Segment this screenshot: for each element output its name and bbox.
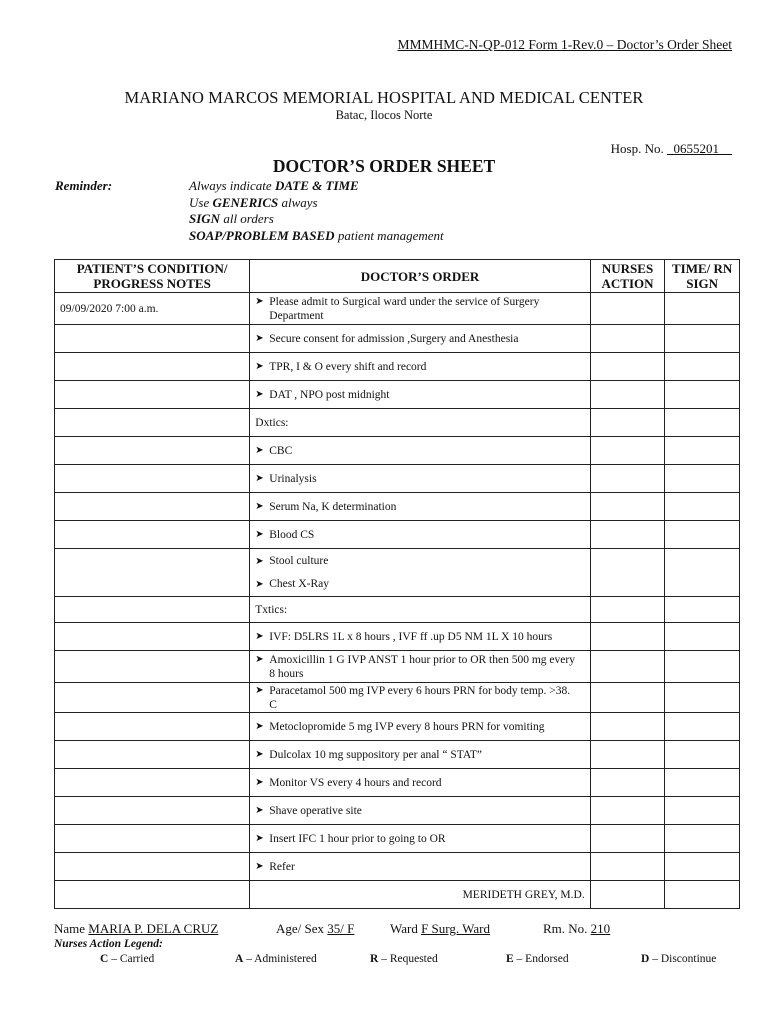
order-text: Paracetamol 500 mg IVP every 6 hours PRN for body temp. >38. C xyxy=(269,684,571,711)
legend-text: – Carried xyxy=(108,953,155,965)
order-text: DAT , NPO post midnight xyxy=(269,388,390,401)
reminder-text-2c: always xyxy=(278,194,318,210)
order-text: Amoxicillin 1 G IVP ANST 1 hour prior to OR then 500 mg every 8 hours xyxy=(269,653,575,680)
rn-sign-cell xyxy=(665,325,740,353)
arrow-bullet-icon: ➤ xyxy=(255,360,264,372)
order-cell xyxy=(250,353,590,381)
order-text: IVF: D5LRS 1L x 8 hours , IVF ff .up D5 NM 1L X 10 hours xyxy=(269,630,553,643)
hosp-no-label: Hosp. No. xyxy=(610,141,664,156)
arrow-bullet-icon: ➤ xyxy=(255,684,264,696)
nurses-action-cell xyxy=(590,623,665,651)
rn-sign-cell xyxy=(665,741,740,769)
arrow-bullet-icon: ➤ xyxy=(255,720,264,732)
form-code: MMMHMC-N-QP-012 Form 1-Rev.0 – Doctor’s Order Sheet xyxy=(397,37,732,52)
hosp-no-value: _0655201__ xyxy=(667,141,732,156)
order-text: Urinalysis xyxy=(269,472,317,485)
notes-cell xyxy=(55,465,250,493)
rn-sign-cell xyxy=(665,293,740,325)
date-time-cell: 09/09/2020 7:00 a.m. xyxy=(55,293,250,325)
patient-room xyxy=(543,921,610,937)
arrow-bullet-icon: ➤ xyxy=(255,332,264,344)
order-text: TPR, I & O every shift and record xyxy=(269,360,427,373)
nurses-action-cell xyxy=(590,769,665,797)
section-label: Txtics: xyxy=(255,603,288,616)
notes-cell xyxy=(55,853,250,881)
header-nurses-action: NURSES ACTION xyxy=(590,260,665,293)
nurses-action-cell xyxy=(590,713,665,741)
table-row xyxy=(55,683,740,713)
hospital-location: Batac, Ilocos Norte xyxy=(335,108,433,122)
rn-sign-cell xyxy=(665,623,740,651)
notes-cell xyxy=(55,881,250,909)
order-cell xyxy=(250,381,590,409)
arrow-bullet-icon: ➤ xyxy=(255,295,264,307)
order-text: Stool culture xyxy=(269,554,329,567)
table-row xyxy=(55,381,740,409)
rn-sign-cell xyxy=(665,437,740,465)
age-sex-value: 35/ F xyxy=(327,921,355,936)
nurses-action-cell xyxy=(590,437,665,465)
notes-cell xyxy=(55,623,250,651)
order-cell xyxy=(250,741,590,769)
order-cell xyxy=(250,769,590,797)
rn-sign-cell xyxy=(665,597,740,623)
rn-sign-cell xyxy=(665,353,740,381)
legend-text: – Requested xyxy=(378,953,438,965)
rn-sign-cell xyxy=(665,493,740,521)
notes-cell xyxy=(55,769,250,797)
notes-cell xyxy=(55,597,250,623)
table-row xyxy=(55,493,740,521)
patient-name-label: Name xyxy=(54,921,89,936)
table-row xyxy=(55,651,740,683)
order-text: Monitor VS every 4 hours and record xyxy=(269,776,442,789)
table-row xyxy=(55,623,740,651)
ward-value: F Surg. Ward xyxy=(421,921,490,936)
notes-cell xyxy=(55,381,250,409)
arrow-bullet-icon: ➤ xyxy=(255,388,264,400)
notes-cell xyxy=(55,353,250,381)
patient-name xyxy=(54,921,218,937)
arrow-bullet-icon: ➤ xyxy=(255,555,264,567)
rn-sign-cell xyxy=(665,797,740,825)
order-cell xyxy=(250,325,590,353)
order-cell xyxy=(250,521,590,549)
room-value: 210 xyxy=(590,921,611,936)
doctor-signature: MERIDETH GREY, M.D. xyxy=(250,881,590,909)
arrow-bullet-icon: ➤ xyxy=(255,653,264,665)
arrow-bullet-icon: ➤ xyxy=(255,748,264,760)
table-row xyxy=(55,465,740,493)
table-row xyxy=(55,521,740,549)
notes-cell xyxy=(55,521,250,549)
arrow-bullet-icon: ➤ xyxy=(255,500,264,512)
nurses-action-cell xyxy=(590,409,665,437)
header-patient-condition: PATIENT’S CONDITION/ PROGRESS NOTES xyxy=(55,260,250,293)
notes-cell xyxy=(55,825,250,853)
arrow-bullet-icon: ➤ xyxy=(255,832,264,844)
age-sex-label: Age/ Sex xyxy=(276,921,328,936)
table-row xyxy=(55,881,740,909)
hospital-name: MARIANO MARCOS MEMORIAL HOSPITAL AND MEDICAL CENTER xyxy=(124,88,644,107)
nurses-action-cell xyxy=(590,293,665,325)
reminder-text-3a: SIGN xyxy=(189,211,221,226)
table-row xyxy=(55,741,740,769)
arrow-bullet-icon: ➤ xyxy=(255,472,264,484)
legend-item-administered xyxy=(235,953,317,965)
rn-sign-cell xyxy=(665,713,740,741)
patient-age-sex xyxy=(276,921,354,937)
notes-cell xyxy=(55,493,250,521)
order-text: Shave operative site xyxy=(269,804,362,817)
order-cell xyxy=(250,437,590,465)
order-cell xyxy=(250,465,590,493)
nurses-action-cell xyxy=(590,683,665,713)
rn-sign-cell xyxy=(665,381,740,409)
notes-cell xyxy=(55,741,250,769)
notes-cell xyxy=(55,797,250,825)
order-cell xyxy=(250,293,590,325)
nurses-action-cell xyxy=(590,493,665,521)
rn-sign-cell xyxy=(665,881,740,909)
header-doctors-order: DOCTOR’S ORDER xyxy=(250,260,590,293)
nurses-action-cell xyxy=(590,797,665,825)
arrow-bullet-icon: ➤ xyxy=(255,444,264,456)
hospital-number xyxy=(611,141,732,157)
reminder-text xyxy=(189,178,444,244)
table-row xyxy=(55,825,740,853)
arrow-bullet-icon: ➤ xyxy=(255,630,264,642)
table-row xyxy=(55,549,740,597)
table-row xyxy=(55,293,740,325)
reminder-text-4a: SOAP/PROBLEM BASED xyxy=(189,227,335,243)
reminder-label: Reminder: xyxy=(55,178,113,193)
reminder-text-1a: Always indicate xyxy=(189,178,275,193)
section-label: Dxtics: xyxy=(255,416,289,429)
legend-text: – Discontinue xyxy=(649,953,717,965)
notes-cell xyxy=(55,651,250,683)
nurses-action-cell xyxy=(590,465,665,493)
legend-title: Nurses Action Legend: xyxy=(54,938,163,950)
nurses-action-cell xyxy=(590,597,665,623)
legend-code: R xyxy=(370,953,379,965)
rn-sign-cell xyxy=(665,651,740,683)
reminder-text-3b: all orders xyxy=(220,211,274,226)
legend-item-requested xyxy=(370,953,438,965)
rn-sign-cell xyxy=(665,683,740,713)
notes-cell xyxy=(55,683,250,713)
rn-sign-cell xyxy=(665,521,740,549)
legend-item-carried xyxy=(100,953,154,965)
table-row xyxy=(55,597,740,623)
notes-cell xyxy=(55,325,250,353)
arrow-bullet-icon: ➤ xyxy=(255,804,264,816)
rn-sign-cell xyxy=(665,409,740,437)
legend-code: A xyxy=(235,953,244,965)
reminder-text-1b: DATE & TIME xyxy=(274,178,359,193)
rn-sign-cell xyxy=(665,825,740,853)
nurses-action-cell xyxy=(590,881,665,909)
legend-text: – Administered xyxy=(243,953,317,965)
order-cell xyxy=(250,597,590,623)
header-time-rn-sign: TIME/ RN SIGN xyxy=(665,260,740,293)
table-row xyxy=(55,797,740,825)
order-text: Chest X-Ray xyxy=(269,577,329,590)
orders-table xyxy=(54,259,740,909)
nurses-action-cell xyxy=(590,381,665,409)
nurses-action-cell xyxy=(590,853,665,881)
rn-sign-cell xyxy=(665,465,740,493)
order-text: Please admit to Surgical ward under the service of Surgery Department xyxy=(269,295,540,322)
rn-sign-cell xyxy=(665,853,740,881)
table-row xyxy=(55,713,740,741)
order-text: CBC xyxy=(269,444,293,457)
rn-sign-cell xyxy=(665,549,740,597)
order-cell xyxy=(250,493,590,521)
ward-label: Ward xyxy=(390,921,422,936)
patient-name-value: MARIA P. DELA CRUZ xyxy=(88,921,219,936)
nurses-action-cell xyxy=(590,651,665,683)
nurses-action-cell xyxy=(590,825,665,853)
arrow-bullet-icon: ➤ xyxy=(255,860,264,872)
order-cell xyxy=(250,623,590,651)
nurses-action-cell xyxy=(590,325,665,353)
table-row xyxy=(55,353,740,381)
nurses-action-cell xyxy=(590,741,665,769)
legend-item-discontinue xyxy=(641,953,716,965)
room-label: Rm. No. xyxy=(543,921,591,936)
reminder-text-2a: Use xyxy=(189,194,213,210)
order-cell xyxy=(250,825,590,853)
order-cell xyxy=(250,409,590,437)
reminder-text-4b: patient management xyxy=(334,227,444,243)
notes-cell xyxy=(55,409,250,437)
arrow-bullet-icon: ➤ xyxy=(255,528,264,540)
legend-code: E xyxy=(506,953,514,965)
legend-text: – Endorsed xyxy=(513,953,569,965)
table-row xyxy=(55,853,740,881)
order-text: Serum Na, K determination xyxy=(269,500,397,513)
nurses-action-cell xyxy=(590,353,665,381)
order-text: Insert IFC 1 hour prior to going to OR xyxy=(269,832,446,845)
legend-code: C xyxy=(100,953,109,965)
rn-sign-cell xyxy=(665,769,740,797)
nurses-action-cell xyxy=(590,521,665,549)
reminder-text-2b: GENERICS xyxy=(212,194,279,210)
notes-cell xyxy=(55,713,250,741)
order-text: Dulcolax 10 mg suppository per anal “ STAT” xyxy=(269,748,483,761)
order-cell xyxy=(250,853,590,881)
arrow-bullet-icon: ➤ xyxy=(255,578,264,590)
table-row xyxy=(55,437,740,465)
order-text: Secure consent for admission ,Surgery and Anesthesia xyxy=(269,332,519,345)
table-row xyxy=(55,409,740,437)
order-cell xyxy=(250,651,590,683)
notes-cell xyxy=(55,549,250,597)
order-text: Blood CS xyxy=(269,528,315,541)
table-header-row xyxy=(55,260,740,293)
patient-ward xyxy=(390,921,490,937)
order-cell xyxy=(250,713,590,741)
order-text: Refer xyxy=(269,860,295,873)
nurses-action-cell xyxy=(590,549,665,597)
page-title: DOCTOR’S ORDER SHEET xyxy=(272,156,496,176)
order-cell xyxy=(250,797,590,825)
order-cell xyxy=(250,683,590,713)
table-row xyxy=(55,325,740,353)
legend-item-endorsed xyxy=(506,953,569,965)
notes-cell xyxy=(55,437,250,465)
table-row xyxy=(55,769,740,797)
arrow-bullet-icon: ➤ xyxy=(255,776,264,788)
order-cell xyxy=(250,549,590,597)
legend-code: D xyxy=(641,953,650,965)
order-text: Metoclopromide 5 mg IVP every 8 hours PRN for vomiting xyxy=(269,720,545,733)
